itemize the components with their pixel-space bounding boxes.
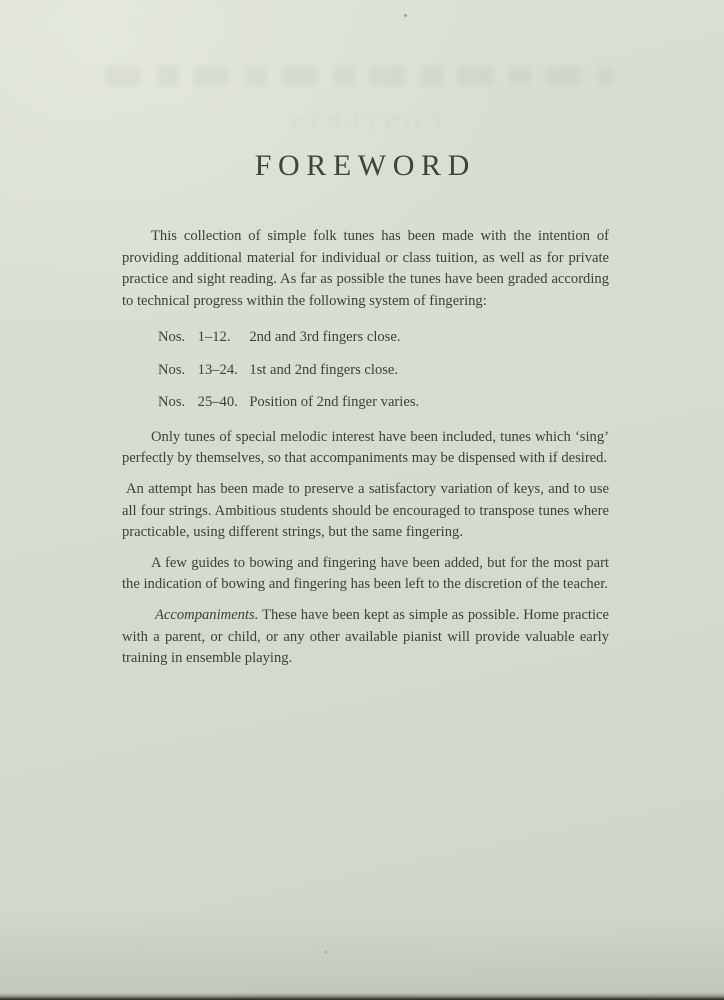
fingering-range: 13–24. (197, 361, 238, 378)
page-bottom-edge (0, 993, 724, 1000)
paragraph-melodic-interest: Only tunes of special melodic interest have been included, tunes which ‘sing’ perfectly by themselves, so that accompaniments may be dispensed with if desired. (122, 428, 609, 467)
fingering-nos-label: Nos. (158, 329, 186, 346)
fingering-nos-label: Nos. (158, 361, 186, 378)
fingering-description: Position of 2nd finger varies. (249, 394, 420, 411)
fingering-item (158, 386, 609, 419)
show-through-band (105, 66, 615, 86)
page-title: FOREWORD (254, 149, 476, 182)
fingering-list (158, 321, 609, 419)
fingering-range: 25–40. (197, 394, 238, 411)
paragraph-variation-of-keys: An attempt has been made to preserve a satisfactory variation of keys, and to use all four strings. Ambitious students should be encouraged to transpose tunes where practicable, using different strings, but the same fingering. (122, 481, 609, 541)
fingering-range: 1–12. (197, 329, 231, 346)
fingering-item (158, 321, 609, 354)
paragraph-accompaniments (122, 605, 609, 670)
paper-speck (324, 951, 327, 953)
accompaniments-lead-italic: Accompaniments. (155, 607, 259, 624)
paragraph-introduction: This collection of simple folk tunes has been made with the intention of providing additional material for individual or class tuition, as well as for private practice and sight reading. As far as possible the tunes have been graded according to technical progress within the following system of fingering: (122, 228, 609, 309)
fingering-nos-label: Nos. (158, 394, 186, 411)
show-through-contents: CONTENTS (283, 110, 441, 134)
paragraph-bowing-fingering: A few guides to bowing and fingering have been added, but for the most part the indication of bowing and fingering has been left to the discretion of the teacher. (122, 554, 609, 593)
accompaniments-text: These have been kept as simple as possible. Home practice with a parent, or child, or any other available pianist will provide valuable early training in ensemble playing. (122, 607, 609, 667)
foreword-body (122, 226, 609, 679)
paper-speck (404, 14, 407, 17)
fingering-item (158, 354, 609, 387)
fingering-description: 2nd and 3rd fingers close. (249, 329, 401, 346)
fingering-description: 1st and 2nd fingers close. (249, 361, 399, 378)
